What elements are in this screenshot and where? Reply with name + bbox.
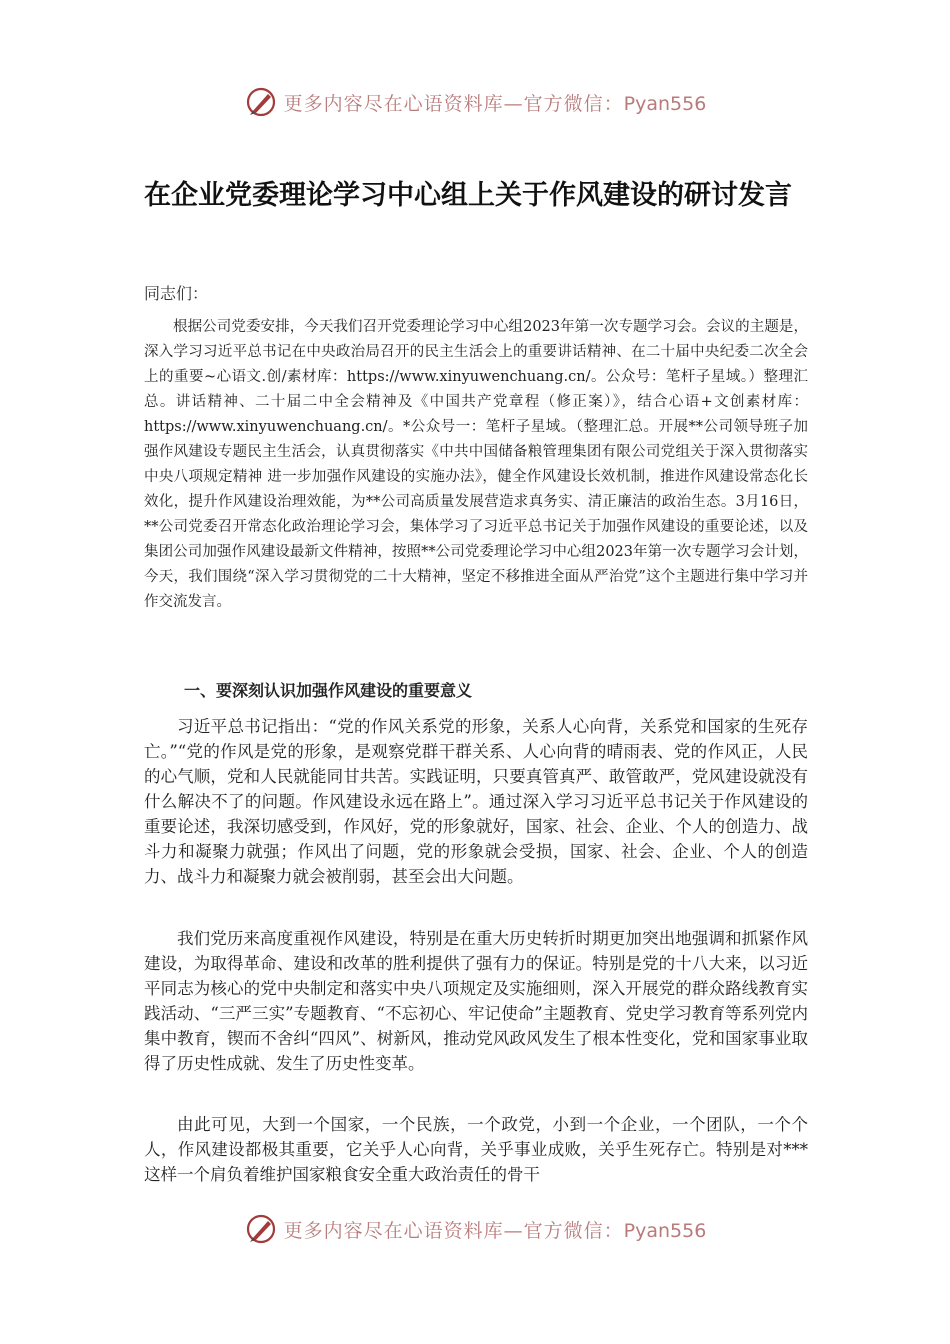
section-heading-1: 一、要深刻认识加强作风建设的重要意义 [184,681,473,700]
salutation: 同志们： [144,284,209,303]
banner-text: 更多内容尽在心语资料库—官方微信：Pyan556 [283,92,707,115]
footer-watermark-banner [0,1209,950,1249]
paragraph-2: 习近平总书记指出：“党的作风关系党的形象，关系人心向背，关系党和国家的生死存亡。”“党的作风是党的形象，是观察党群干群关系、人心向背的晴雨表、党的作风正，人民的心气顺，党和人民就能同甘共苦。实践证明，只要真管真严、敢管敢严，党风建设就没有什么解决不了的问题。作风建设永远在路上”。通过深入学习习近平总书记关于作风建设的重要论述，我深切感受到，作风好，党的形象就好，国家、社会、企业、个人的创造力、战斗力和凝聚力就强；作风出了问题，党的形象就会受损，国家、社会、企业、个人的创造力、战斗力和凝聚力就会被削弱，甚至会出大问题。 [144,717,808,886]
banner-text: 更多内容尽在心语资料库—官方微信：Pyan556 [283,1219,707,1242]
header-watermark-banner [0,82,950,122]
intro-paragraph: 根据公司党委安排，今天我们召开党委理论学习中心组2023年第一次专题学习会。会议的主题是，深入学习习近平总书记在中央政治局召开的民主生活会上的重要讲话精神、在二十届中央纪委二次全会上的重要~心语文.创/素材库：https://www.xinyuwenchuang.cn/。公众号：笔杆子星域。）整理汇总。讲话精神、二十届二中全会精神及《中国共产党章程（修正案）》，结合心语+文创素材库：https://www.xinyuwenchuang.cn/。*公众号一：笔杆子星域。（整理汇总。开展**公司领导班子加强作风建设专题民主生活会，认真贯彻落实《中共中国储备粮管理集团有限公司党组关于深入贯彻落实中央八项规定精神 进一步加强作风建设的实施办法》，健全作风建设长效机制，推进作风建设常态化长效化，提升作风建设治理效能，为**公司高质量发展营造求真务实、清正廉洁的政治生态。3月16日，**公司党委召开常态化政治理论学习会，集体学习了习近平总书记关于加强作风建设的重要论述，以及集团公司加强作风建设最新文件精神，按照**公司党委理论学习中心组2023年第一次专题学习会计划，今天，我们围绕“深入学习贯彻党的二十大精神，坚定不移推进全面从严治党”这个主题进行集中学习并作交流发言。 [144,319,808,610]
pen-logo-icon [244,1212,278,1246]
paragraph-4: 由此可见，大到一个国家，一个民族，一个政党，小到一个企业，一个团队，一个个人，作风建设都极其重要，它关乎人心向背，关乎事业成败，关乎生死存亡。特别是对***这样一个肩负着维护国家粮食安全重大政治责任的骨干 [144,1115,808,1184]
document-title: 在企业党委理论学习中心组上关于作风建设的研讨发言 [144,180,792,211]
paragraph-3: 我们党历来高度重视作风建设，特别是在重大历史转折时期更加突出地强调和抓紧作风建设，为取得革命、建设和改革的胜利提供了强有力的保证。特别是党的十八大来，以习近平同志为核心的党中央制定和落实中央八项规定及实施细则，深入开展党的群众路线教育实践活动、“三严三实”专题教育、“不忘初心、牢记使命”主题教育、党史学习教育等系列党内集中教育，锲而不舍纠“四风”、树新风，推动党风政风发生了根本性变化，党和国家事业取得了历史性成就、发生了历史性变革。 [144,929,808,1073]
pen-logo-icon [244,85,278,119]
